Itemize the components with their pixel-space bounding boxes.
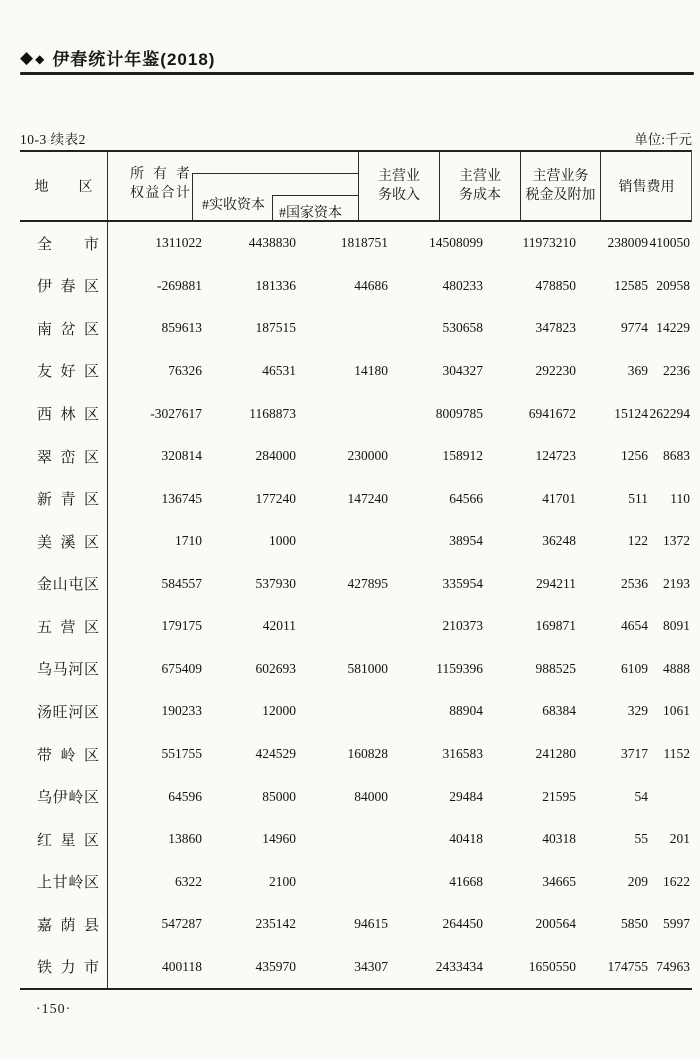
value-cell-paid-in-capital: 2100 (269, 873, 296, 889)
value-cell-owner-equity: 675409 (161, 660, 202, 676)
value-cell-tax: 9774 (621, 320, 648, 336)
value-cell-tax: 15124 (614, 405, 648, 421)
value-cell-paid-in-capital: 14960 (262, 831, 296, 847)
value-cell-paid-in-capital: 284000 (255, 448, 296, 464)
value-cell-owner-equity: 547287 (161, 916, 202, 932)
region-cell (20, 265, 108, 308)
value-cell-paid-in-capital: 187515 (255, 320, 296, 336)
value-cell-revenue: 304327 (442, 362, 483, 378)
table-row (20, 350, 692, 393)
region-name: 乌马河区 (37, 662, 99, 679)
value-cell-tax: 4654 (621, 618, 648, 634)
value-cell-cost: 292230 (535, 362, 576, 378)
region-header-label: 地区 (34, 180, 93, 195)
value-cell-cost: 40318 (542, 831, 576, 847)
value-cell-cost: 68384 (542, 703, 576, 719)
value-cell-revenue: 2433434 (435, 958, 483, 974)
value-cell-owner-equity: 551755 (161, 746, 202, 762)
value-cell-selling-expense: 110 (670, 490, 690, 506)
value-cell-owner-equity: 1710 (175, 533, 202, 549)
value-cell-paid-in-capital: 1168873 (249, 405, 296, 421)
value-cell-cost: 1650550 (528, 958, 576, 974)
table-caption-row (20, 130, 692, 148)
value-cell-selling-expense: 8091 (663, 618, 690, 634)
value-cell-state-capital: 230000 (347, 448, 388, 464)
table-row (20, 946, 692, 989)
value-cell-revenue: 335954 (442, 575, 483, 591)
value-cell-selling-expense: 20958 (656, 277, 690, 293)
value-cell-cost: 169871 (535, 618, 576, 634)
region-name: 汤旺河区 (37, 704, 99, 721)
value-cell-cost: 294211 (536, 575, 576, 591)
owner-equity-label (130, 165, 190, 203)
revenue-line2: 务收入 (378, 188, 420, 203)
owner-equity-line1: 所有者 (130, 167, 190, 182)
value-cell-tax: 209 (627, 873, 648, 889)
value-cell-state-capital: 84000 (354, 788, 388, 804)
value-cell-cost: 6941672 (528, 405, 576, 421)
table-row (20, 860, 692, 903)
region-name: 翠峦区 (37, 449, 99, 466)
region-name: 美溪区 (37, 534, 99, 551)
region-cell (20, 350, 108, 393)
value-cell-owner-equity: 179175 (161, 618, 202, 634)
value-cell-cost: 11973210 (522, 235, 576, 251)
value-cell-tax: 3717 (621, 746, 648, 762)
table-row (20, 818, 692, 861)
value-cell-selling-expense (650, 775, 692, 818)
region-name: 金山屯区 (37, 577, 99, 594)
table-row (20, 477, 692, 520)
value-cell-state-capital (298, 818, 390, 861)
value-cell-cost: 41701 (542, 490, 576, 506)
value-cell-tax: 6109 (621, 660, 648, 676)
page-header (20, 44, 692, 70)
value-cell-state-capital (298, 690, 390, 733)
table-row (20, 605, 692, 648)
region-cell (20, 818, 108, 861)
value-cell-paid-in-capital: 424529 (255, 746, 296, 762)
value-cell-revenue: 158912 (442, 448, 483, 464)
region-name: 上甘岭区 (37, 875, 99, 892)
value-cell-paid-in-capital: 177240 (255, 490, 296, 506)
value-cell-selling-expense: 74963 (656, 958, 690, 974)
table-number: 10-3 续表2 (20, 132, 86, 147)
value-cell-revenue: 264450 (442, 916, 483, 932)
table-row (20, 775, 692, 818)
book-title: 伊春统计年鉴(2018) (52, 49, 216, 69)
value-cell-tax: 5850 (621, 916, 648, 932)
value-cell-selling-expense: 2236 (663, 362, 690, 378)
diamond-icon: ◆ (20, 47, 34, 67)
value-cell-revenue: 8009785 (435, 405, 483, 421)
header-rule (20, 72, 694, 75)
cost-line2: 务成本 (459, 188, 501, 203)
table-header (20, 150, 692, 222)
value-cell-selling-expense: 1372 (663, 533, 690, 549)
value-cell-paid-in-capital: 435970 (255, 958, 296, 974)
statistics-table (20, 150, 692, 990)
region-cell (20, 690, 108, 733)
value-cell-cost: 241280 (535, 746, 576, 762)
table-row (20, 265, 692, 308)
value-cell-paid-in-capital: 46531 (262, 362, 296, 378)
value-cell-selling-expense: 14229 (656, 320, 690, 336)
region-name: 五营区 (37, 619, 99, 636)
value-cell-selling-expense: 201 (669, 831, 690, 847)
region-name: 带岭区 (37, 747, 99, 764)
value-cell-state-capital (298, 605, 390, 648)
table-row (20, 392, 692, 435)
region-cell (20, 563, 108, 606)
value-cell-owner-equity: 190233 (161, 703, 202, 719)
region-name: 伊春区 (37, 279, 99, 296)
value-cell-cost: 347823 (535, 320, 576, 336)
state-capital-label: #国家资本 (279, 206, 342, 221)
value-cell-revenue: 1159396 (436, 660, 483, 676)
value-cell-tax: 174755 (607, 958, 648, 974)
region-cell (20, 648, 108, 691)
value-cell-revenue: 88904 (449, 703, 483, 719)
tax-line2: 税金及附加 (525, 188, 596, 203)
value-cell-revenue: 316583 (442, 746, 483, 762)
value-cell-owner-equity: 6322 (175, 873, 202, 889)
column-header-state-capital (272, 195, 358, 220)
region-cell (20, 222, 108, 265)
table-row (20, 648, 692, 691)
value-cell-revenue: 38954 (449, 533, 483, 549)
table-row (20, 222, 692, 265)
value-cell-state-capital: 147240 (347, 490, 388, 506)
region-cell (20, 307, 108, 350)
value-cell-tax: 54 (634, 788, 648, 804)
value-cell-tax: 1256 (621, 448, 648, 464)
value-cell-cost: 478850 (535, 277, 576, 293)
region-name: 乌伊岭区 (37, 790, 99, 807)
value-cell-selling-expense: 2193 (663, 575, 690, 591)
value-cell-revenue: 14508099 (429, 235, 483, 251)
region-cell (20, 435, 108, 478)
value-cell-selling-expense: 1061 (663, 703, 690, 719)
value-cell-state-capital: 581000 (347, 660, 388, 676)
value-cell-state-capital: 1818751 (340, 235, 388, 251)
value-cell-tax: 122 (627, 533, 648, 549)
value-cell-state-capital: 44686 (354, 277, 388, 293)
value-cell-paid-in-capital: 42011 (262, 618, 296, 634)
value-cell-owner-equity: 1311022 (155, 235, 202, 251)
page-number: ·150· (36, 1002, 72, 1017)
value-cell-selling-expense: 1152 (663, 746, 690, 762)
value-cell-selling-expense: 8683 (663, 448, 690, 464)
value-cell-owner-equity: 584557 (161, 575, 202, 591)
value-cell-owner-equity: 13860 (168, 831, 202, 847)
value-cell-state-capital (298, 392, 390, 435)
value-cell-paid-in-capital: 235142 (255, 916, 296, 932)
region-cell (20, 946, 108, 989)
value-cell-selling-expense: 4888 (663, 660, 690, 676)
value-cell-cost: 34665 (542, 873, 576, 889)
value-cell-paid-in-capital: 85000 (262, 788, 296, 804)
value-cell-revenue: 29484 (449, 788, 483, 804)
value-cell-tax: 369 (627, 362, 648, 378)
value-cell-state-capital: 34307 (354, 958, 388, 974)
column-header-cost (439, 152, 520, 220)
value-cell-cost: 21595 (542, 788, 576, 804)
value-cell-revenue: 41668 (449, 873, 483, 889)
region-name: 铁力市 (37, 960, 99, 977)
value-cell-state-capital (298, 860, 390, 903)
value-cell-owner-equity: 76326 (168, 362, 202, 378)
column-header-region (20, 152, 108, 220)
value-cell-revenue: 480233 (442, 277, 483, 293)
value-cell-state-capital: 427895 (347, 575, 388, 591)
table-row (20, 690, 692, 733)
region-name: 新青区 (37, 492, 99, 509)
value-cell-tax: 329 (627, 703, 648, 719)
region-cell (20, 860, 108, 903)
table-row (20, 563, 692, 606)
region-cell (20, 775, 108, 818)
region-name: 友好区 (37, 364, 99, 381)
value-cell-tax: 2536 (621, 575, 648, 591)
table-body (20, 222, 692, 990)
region-name: 西林区 (37, 407, 99, 424)
value-cell-state-capital: 14180 (354, 362, 388, 378)
column-header-owner-equity-group (108, 152, 358, 220)
value-cell-tax: 238009 (607, 235, 648, 251)
value-cell-state-capital (298, 307, 390, 350)
value-cell-owner-equity: 859613 (161, 320, 202, 336)
cost-line1: 主营业 (459, 169, 501, 184)
value-cell-owner-equity: -3027617 (150, 405, 202, 421)
value-cell-selling-expense: 410050 (649, 235, 690, 251)
value-cell-tax: 12585 (614, 277, 648, 293)
table-row (20, 733, 692, 776)
value-cell-owner-equity: 64596 (168, 788, 202, 804)
value-cell-selling-expense: 5997 (663, 916, 690, 932)
value-cell-owner-equity: 136745 (161, 490, 202, 506)
region-cell (20, 903, 108, 946)
value-cell-revenue: 64566 (449, 490, 483, 506)
unit-label: 单位:千元 (634, 132, 692, 147)
value-cell-state-capital: 94615 (354, 916, 388, 932)
region-name: 南岔区 (37, 321, 99, 338)
paid-in-capital-label: #实收资本 (202, 198, 265, 213)
region-cell (20, 477, 108, 520)
region-cell (20, 733, 108, 776)
value-cell-state-capital (298, 520, 390, 563)
region-cell (20, 605, 108, 648)
column-header-tax (520, 152, 600, 220)
value-cell-cost: 988525 (535, 660, 576, 676)
value-cell-paid-in-capital: 4438830 (248, 235, 296, 251)
value-cell-tax: 511 (628, 490, 648, 506)
table-row (20, 520, 692, 563)
column-header-revenue (358, 152, 439, 220)
value-cell-revenue: 530658 (442, 320, 483, 336)
selling-expense-label: 销售费用 (618, 180, 675, 195)
owner-equity-line2: 权益合计 (130, 186, 190, 201)
table-row (20, 435, 692, 478)
value-cell-cost: 36248 (542, 533, 576, 549)
region-cell (20, 392, 108, 435)
table-row (20, 307, 692, 350)
value-cell-revenue: 210373 (442, 618, 483, 634)
value-cell-selling-expense: 1622 (663, 873, 690, 889)
value-cell-cost: 124723 (535, 448, 576, 464)
value-cell-revenue: 40418 (449, 831, 483, 847)
value-cell-cost: 200564 (535, 916, 576, 932)
value-cell-paid-in-capital: 602693 (255, 660, 296, 676)
table-row (20, 903, 692, 946)
column-header-selling-expense (600, 152, 692, 220)
value-cell-state-capital: 160828 (347, 746, 388, 762)
region-name: 全市 (37, 236, 99, 253)
value-cell-owner-equity: -269881 (157, 277, 202, 293)
region-name: 嘉荫县 (37, 917, 99, 934)
value-cell-paid-in-capital: 12000 (262, 703, 296, 719)
value-cell-paid-in-capital: 1000 (269, 533, 296, 549)
value-cell-tax: 55 (634, 831, 648, 847)
value-cell-owner-equity: 320814 (161, 448, 202, 464)
region-name: 红星区 (37, 832, 99, 849)
revenue-line1: 主营业 (378, 169, 420, 184)
tax-line1: 主营业务 (532, 169, 589, 184)
region-cell (20, 520, 108, 563)
value-cell-paid-in-capital: 537930 (255, 575, 296, 591)
value-cell-owner-equity: 400118 (162, 958, 202, 974)
diamond-icon: ◆ (35, 51, 45, 66)
value-cell-selling-expense: 262294 (649, 405, 690, 421)
value-cell-paid-in-capital: 181336 (255, 277, 296, 293)
